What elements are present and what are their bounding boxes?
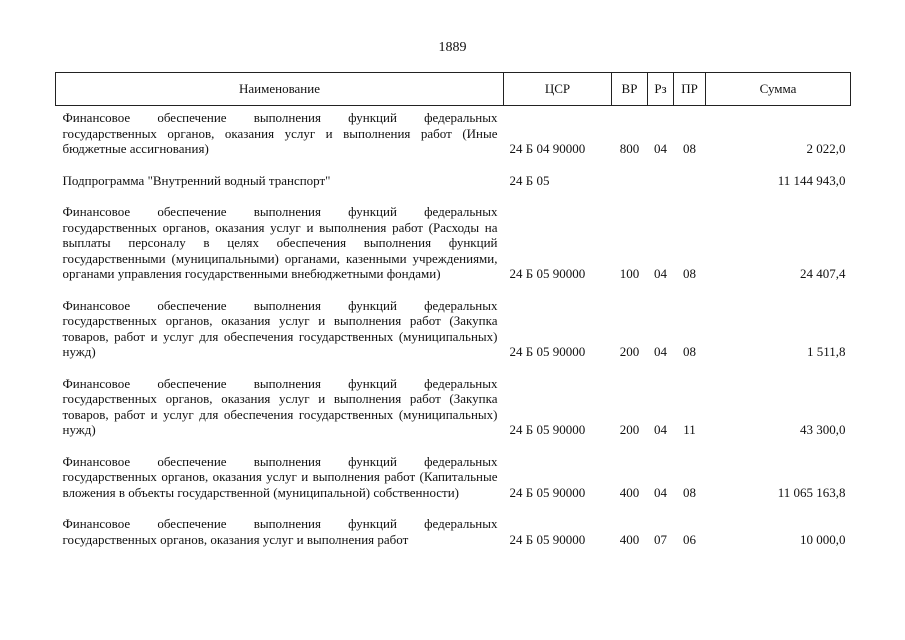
- table-row: [56, 106, 851, 157]
- row-name: Финансовое обеспечение выполнения функций федеральных государственных органов, оказания услуг и выполнения работ (Закупка товаров, работ и услуг для обеспечения государственных (муниципальных) нужд): [62, 297, 498, 359]
- row-name: Финансовое обеспечение выполнения функций федеральных государственных органов, оказания услуг и выполнения работ (Иные бюджетные ассигнования): [62, 110, 498, 156]
- row-pr: 11: [683, 422, 696, 437]
- row-rz: 04: [654, 266, 667, 281]
- row-sum: 24 407,4: [800, 266, 846, 281]
- header-sum: Сумма: [706, 73, 851, 106]
- header-rz: Рз: [648, 73, 674, 106]
- row-csr: 24 Б 05 90000: [509, 484, 586, 500]
- row-name: Финансовое обеспечение выполнения функций федеральных государственных органов, оказания услуг и выполнения работ (Закупка товаров, работ и услуг для обеспечения государственных (муниципальных) нужд): [62, 375, 498, 437]
- row-sum: 2 022,0: [806, 141, 846, 156]
- row-name: Финансовое обеспечение выполнения функций федеральных государственных органов, оказания услуг и выполнения работ (Капитальные вложения в объекты государственной (муниципальной) собственности): [62, 453, 498, 500]
- row-sum: 43 300,0: [800, 422, 846, 437]
- row-sum: 11 144 943,0: [777, 172, 846, 188]
- row-name: Подпрограмма "Внутренний водный транспорт": [62, 172, 331, 188]
- row-vr: [612, 157, 648, 189]
- row-rz: 04: [654, 344, 667, 359]
- row-pr: 08: [683, 266, 696, 281]
- row-rz: 04: [654, 484, 667, 500]
- row-vr: 400: [619, 484, 640, 500]
- row-sum: 11 065 163,8: [777, 484, 846, 500]
- header-name: Наименование: [56, 73, 504, 106]
- budget-table: [55, 72, 851, 547]
- header-vr: ВР: [612, 73, 648, 106]
- row-rz: 04: [654, 422, 667, 437]
- row-csr: 24 Б 05 90000: [509, 344, 586, 359]
- row-name: Финансовое обеспечение выполнения функций федеральных государственных органов, оказания услуг и выполнения работ: [62, 516, 498, 547]
- table-row: [56, 500, 851, 547]
- row-vr: 200: [619, 344, 640, 359]
- row-csr: 24 Б 05 90000: [509, 531, 586, 547]
- page-number: 1889: [438, 40, 467, 55]
- header-csr: ЦСР: [504, 73, 612, 106]
- table-header-row: [56, 73, 851, 106]
- table-row: [56, 157, 851, 189]
- row-csr: 24 Б 05 90000: [509, 266, 586, 281]
- table-row: [56, 438, 851, 501]
- row-vr: 400: [619, 531, 640, 547]
- row-vr: 200: [619, 422, 640, 437]
- row-pr: 08: [683, 344, 696, 359]
- row-pr: 08: [683, 484, 696, 500]
- row-csr: 24 Б 04 90000: [509, 141, 586, 156]
- table-row: [56, 188, 851, 282]
- header-pr: ПР: [674, 73, 706, 106]
- row-sum: 1 511,8: [806, 344, 846, 359]
- row-name: Финансовое обеспечение выполнения функций федеральных государственных органов, оказания услуг и выполнения работ (Расходы на выплаты персоналу в целях обеспечения выполнения функций государственными (муниципальными) органами, казенными учреждениями, органами управления государственными внебюджетными фондами): [62, 204, 498, 281]
- row-csr: 24 Б 05: [509, 172, 550, 188]
- table-row: [56, 360, 851, 438]
- row-sum: 10 000,0: [800, 531, 846, 547]
- table-row: [56, 282, 851, 360]
- row-pr: [674, 157, 706, 189]
- row-csr: 24 Б 05 90000: [509, 422, 586, 437]
- row-rz: [648, 157, 674, 189]
- row-pr: 08: [683, 141, 696, 156]
- row-vr: 100: [619, 266, 640, 281]
- row-pr: 06: [683, 531, 696, 547]
- row-rz: 04: [654, 141, 667, 156]
- row-vr: 800: [619, 141, 640, 156]
- row-rz: 07: [654, 531, 667, 547]
